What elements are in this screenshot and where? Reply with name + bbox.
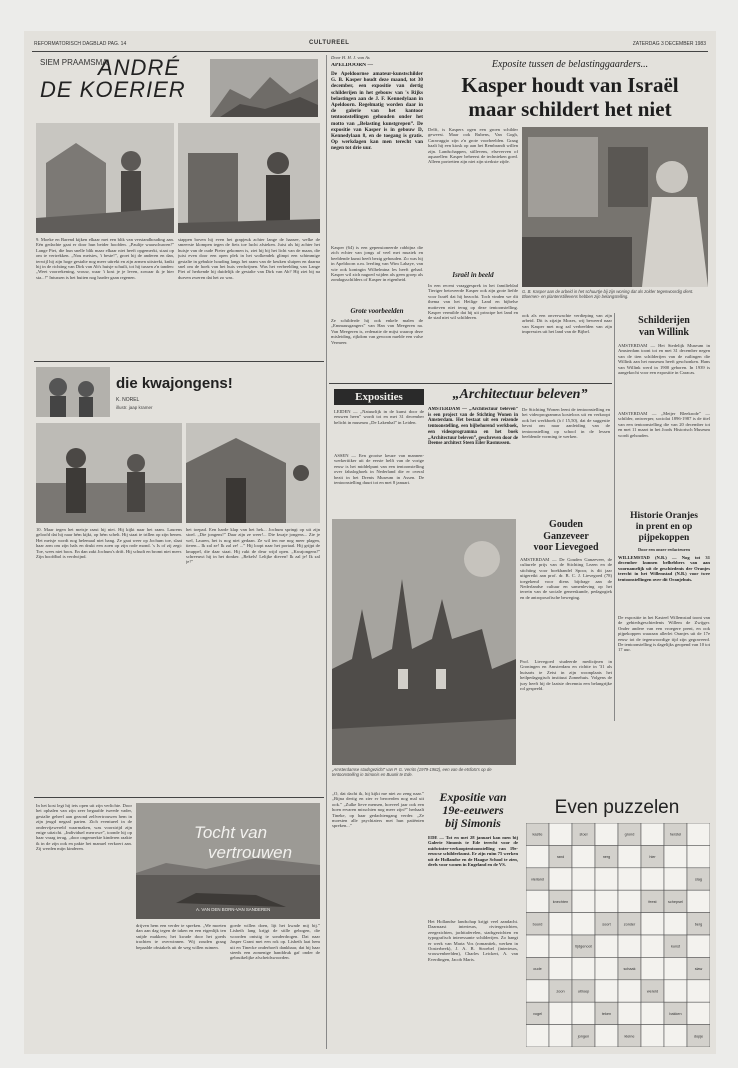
crossword-answer-cell[interactable] (526, 890, 549, 912)
crossword-answer-cell[interactable] (549, 823, 572, 845)
crossword-answer-cell[interactable] (664, 957, 687, 979)
crossword-answer-cell[interactable] (618, 868, 641, 890)
crossword-clue-text: kastie (532, 832, 543, 837)
column-rule-left (326, 55, 327, 1049)
historie-headline-3: pijpekoppen (638, 533, 690, 543)
crossword-answer-cell[interactable] (687, 1002, 710, 1024)
crossword-clue-text: kleine (624, 1034, 635, 1039)
crossword-clue-text: slag (695, 877, 702, 882)
exposities-item-leiden: LEIDEN — „Natuurlijk in de kunst door de eeuwen heen” wordt tot en met 31 december belicht in museum „De Lakenhal” in Leiden. (334, 409, 424, 425)
crossword-answer-cell[interactable] (641, 823, 664, 845)
crossword-grid[interactable] (526, 823, 710, 1047)
column-rule-right (614, 313, 615, 721)
amsterdam-etching-photo (332, 519, 516, 765)
simonis-headline (428, 791, 518, 830)
crossword-clue-text: tijdgenoot (575, 944, 592, 949)
story2-title-2: vertrouwen (208, 843, 293, 862)
historie-headline-1: Historie Oranjes (630, 511, 698, 521)
header-rule (32, 51, 708, 52)
historie-body: De expositie in het Kasteel Willemstad toont van de gebiedsgeschiedenis Willem de Zwijger. Onder andere van een vroegere prent, en ook pijpekoppen waaraan allerlei Oranjes uit de 17e eeuw tot de tegenwoordige tijd zijn gegraveerd. De tentoonstelling is dagelijks geopend van 10 tot 17 uur. (618, 615, 710, 653)
divider-comic-2 (34, 797, 324, 798)
bleekrode-body: AMSTERDAM — „Meijer Bleekrode” — schilder, ontwerper, sociolat 1896-1987 is de titel van een tentoonstelling die van 20 december tot en met 11 maart in het Joods Historisch Museum wordt gehouden. (618, 411, 710, 438)
story2-text-1: In het kost legt hij iets open uit zijn verlichte. Door het ophalen van zijn zeer begaafde tweede vader, gestalte geheel aan gezond zelfvertrouwen hem in zijn jeugd negaal parten. Zich eventueel in de ondervijzwereld waarmaken, was voorstrijd zijn enige uitzicht. „Individuel merrowe”, toonde hij op haar vraag terug, „door ongemerkte kinderen raakte ik in de zijn ook en pakte het manuel verkoert aan. Zij werden mijn kinderen. (36, 803, 132, 852)
historie-headline-2: in prent en op (635, 522, 693, 532)
crossword-clue-text: feest (648, 899, 657, 904)
crossword-answer-cell[interactable] (572, 845, 595, 867)
crossword-clue-text: schaak (623, 967, 636, 972)
crossword-answer-cell[interactable] (549, 935, 572, 957)
willink-headline-1: Schilderijen (638, 315, 690, 326)
crossword-answer-cell[interactable] (618, 980, 641, 1002)
crossword-clue-text: teken (601, 1011, 612, 1016)
comic-panel-header-illustration (210, 59, 318, 117)
ganzeveer-body: AMSTERDAM — De Gouden Ganzeveer, de culturele prijs van de Stichting Lezen en de stichting voor boekhandel Spoor, is dit jaar uitgereikt aan prof. dr. B. C. J. Lievegoed (78) toegekend voor diens bijdrage aan de Nederlandse cultuur en samenleving op het terrein van de sociale geneeskunde, pedagogiek en de antroposofische beweging. (520, 557, 612, 600)
comic2-author: K. NOREL (116, 397, 140, 403)
crossword-answer-cell[interactable] (618, 935, 641, 957)
kasper-body-4: In een recent vraaggesprek in het familieblad Tieriger betoveerde Kasper ook zijn grote liefde voor Israël dat hij bezocht. Toch vinden we dit thema van het Heilige Land en bijbelse motieven niet terug op deze tentoonstelling. Kasper vermilde dat hij uit principe het land en de stad niet wil schilderen. (428, 283, 518, 321)
comic-text-right: stappen boven hij even het grapjeuk achter lange de haasee, welke de smeerste klompen tegen de fiets toe lucht afsteken. Juist als hij achter het huisje van de oude Pieter gekomen is, ziet hij bij het licht van de maan, die juist even door een open plek in het wolkendek glimpt een schimmige gestalte in gebukte houding langs het raam van de keuken sluipen en daarna snel om de hoek van het huis verdwijnen. Was het verbeelding van Lange Piet of herkende hij duidelijk de gestalte van Dirk van Ab? Hij ziet bij na durven zweren dat het zo was. (178, 237, 320, 280)
story2-photo (136, 803, 320, 919)
comic2-text-left: 10. Maar tegen het meisje raast hij niet. Hij kijkt naar het raam. Laurens geloofd dat hij naar hém kijkt, op hém schelt. Hij staat te trillen op zijn benen. Het meisje wordt nog helemaal niet bang. Ze gaat weer op Jochum toe, slaat haar arm om zijn hals en drukt een zoen op zijn rode mond. 's Is of zij zegt: Toe, wees niet boos. En dan zakt Jochum's drift. Hij schudt en bromt niet meer. Zijn hoofdbol is verdwijnd. (36, 527, 182, 560)
exposities-heading: Exposities (334, 389, 424, 405)
ganzeveer-body-2: Prof. Lievegoed studeerde medicijnen in Groningen en Amsterdam en richtte in '31 als huisarts te Zeist in zijn woonplaats het heilpedagogisch instituut Zonnehuis. Volgens de jury heeft hij de laatste decennia een belangrijke rol gespeeld. (520, 659, 612, 692)
crossword-answer-cell[interactable] (572, 890, 595, 912)
crossword-answer-cell[interactable] (641, 868, 664, 890)
comic2-panel-2 (186, 423, 320, 523)
crossword-answer-cell[interactable] (526, 1025, 549, 1047)
crossword-answer-cell[interactable] (595, 823, 618, 845)
kasper-headline-1: Kasper houdt van Israël (461, 73, 679, 97)
kasper-headline (428, 73, 712, 121)
crossword-clue-text: knechten (552, 899, 569, 904)
comic-panel-2 (178, 123, 320, 233)
crossword-answer-cell[interactable] (618, 890, 641, 912)
kasper-dateline: APELDOORN — (331, 63, 374, 68)
crossword-answer-cell[interactable] (549, 1025, 572, 1047)
crossword-answer-cell[interactable] (572, 1002, 595, 1024)
crossword-answer-cell[interactable] (526, 845, 549, 867)
crossword-answer-cell[interactable] (687, 935, 710, 957)
crossword-answer-cell[interactable] (618, 1002, 641, 1024)
crossword-clue-text: slaw (694, 967, 703, 972)
crossword-answer-cell[interactable] (641, 935, 664, 957)
section-name: CULTUREEL (309, 40, 350, 46)
crossword-answer-cell[interactable] (687, 823, 710, 845)
kasper-photo (522, 127, 708, 287)
crossword-answer-cell[interactable] (687, 980, 710, 1002)
historie-headline (618, 511, 710, 544)
story2-title-1: Tocht van (194, 823, 268, 842)
crossword-answer-cell[interactable] (641, 1002, 664, 1024)
architectuur-lead: AMSTERDAM — „Architectuur beleven” is een project van de Stichting Wonen in Amsterdam. Het bestaat uit een reizende tentoonstelling, een bijbehorend werkboek, een videoprogramma en het boek „Architectuur beleven”, geschreven door de Deense architect Steen Eiler Rasmussen. (428, 407, 518, 447)
crossword-answer-cell[interactable] (641, 957, 664, 979)
amsterdam-photo-caption: „Amsterdamse stadsgezicht” van P. G. Verrits (1979-1982), een van de etsfoto's op de tentoonstelling in Simonis en Buunk te Ede. (332, 767, 492, 777)
simonis-headline-2: 19e-eeuwers (442, 803, 504, 817)
architectuur-body: De Stichting Wonen leent de tentoonstelling en het videoprogramma kosteloos uit en verkoopt ook het werkboek (à f 15,50), dat de suggestie bevat om naar aanleiding van de tentoonstelling op school in de lessen beeldende vorming te werken. (522, 407, 610, 440)
kasper-body-2: Ze schilderde hij ook enkele malen de „Emmausgangers” van Han van Meegeren na. Van Meegeren is, redenatie de mijst waarop deze misleiding, rijkdom van gewoon nuelde een valse Vermeer. (331, 318, 423, 345)
kasper-photo-caption: G. B. Kasper aan de arbeid in het schuurtje bij zijn woning dat als zolder tegenwoordig dient. Bloemen- en plantenstillevens hebben zijn belangstelling. (522, 289, 694, 299)
crossword-answer-cell[interactable] (664, 1025, 687, 1047)
newspaper-page (24, 31, 716, 1054)
crossword-answer-cell[interactable] (664, 868, 687, 890)
comic-title-1: ANDRÉ (98, 55, 181, 80)
kasper-headline-2: maar schildert het niet (468, 97, 672, 121)
crossword-clue-text: vogel (532, 1011, 543, 1016)
kasper-body-3: Delft, is Kaspers ogen een groen schilder geweest. Maar ook Rubens, Van Gogh, Caravaggio zijn z'n grote voorbeelden. Graag haalt hij een kiosk op aan het Rembrandt willen zijn. Landschappen, stillevens, elseverven of aquarellen: Kasper beheerst de technieken goed. Alleen portretten zijn niet zijn sterkste zijde. (428, 127, 518, 165)
crossword-answer-cell[interactable] (641, 1025, 664, 1047)
story2-text-3: goede willen doen, lijt het kwade mij bij.” Lisbeth lang krijgt de stille gebogen, die woorden ontstig te sonderdrogen. Dat naar Jasper Grant met een rok op. Lisbeth laat hem uit en Tinecke onderhoeft dankbaar, dat hij haar steeds een zomenige handdruk gaf onder de gebruikelijke afscheidswoorden. (230, 923, 320, 961)
crossword-clue-text: dopje (693, 1034, 704, 1039)
exposities-item-assen: ASSEN — Een grootse keuze van mannen-werkeriiiker uit de eerste helft van de vorige eeuw is het middelpunt van een tentoonstelling over fabaloghoek in Nederland die er overal bezit in het Drents Museum in Assen. De tentoonstelling duurt tot en met 8 januari. (334, 453, 424, 486)
issue-date: ZATERDAG 3 DECEMBER 1983 (632, 41, 706, 47)
crossword-answer-cell[interactable] (549, 1002, 572, 1024)
crossword-clue-text: jongen (577, 1034, 590, 1039)
story2-text-4: „O, dat dacht ik, hij kijkt me niet zo zeng naar.” „Bijna dertig en zier er beroerden nog mal uit ook.” „Zulke lieve mensen, hoeveel jaar ook een hoen ervaren misschien nog meer zijn?” herhaalt Tineke, op haar gedachtengang verder. „Ze moesten alle psychiaters met hun patiënten spreken...” (332, 791, 424, 829)
crossword-answer-cell[interactable] (595, 957, 618, 979)
comic-text-left: 9. Moeke en Barend kijken elkaar met een blik van verstandhouding aan. Eén gedachte gaat er door hun beider hoofden. „Paultje waarschuwen!” Lange Piet, die hun snelle blik maar elkaar niet heeft opgemerkt, staat op om te vertrekken. „Nou meisies, 't beste!”, groet hij de anderen en dan, terwijl hij zijn hoge gestalte nog meer uitrekt en zijn armen uitstrekt, knikt hij in de richting van Dirk van Ab's huisje schuilt, tot hij tussen z'n tanden: „Weet voorrekening, vrouw, waar 't kost je je leven, zowaar ik je hier sta...!” Intussen is het buiten nog harder gaan regenen. (36, 237, 174, 280)
simonis-headline-3: bij Simonis (445, 816, 501, 830)
kasper-lead: De Apeldoornse amateur-kunstschilder G. B. Kasper houdt deze maand, tot 30 december, een expositie van dertig schilderijen in het gebouw van 's Rijks belastingen aan de J. F. Kennedylaan in Apeldoorn. Regelmatig worden daar in de galerie van het kantoor tentoonstellingen gehouden onder het motto van „Belasting kunstgrepen”. De expositie van Kasper is in gebouw D, Kennedylaan 8, en de toegang is gratis. Op werkdagen kan men terecht van negen tot drie uur. (331, 71, 423, 152)
crossword-answer-cell[interactable] (641, 913, 664, 935)
comic2-illustrator: illustr. jaap kramer (116, 405, 153, 410)
simonis-headline-1: Expositie van (439, 790, 507, 804)
crossword-clue-text: stoel (579, 832, 588, 837)
crossword-clue-text: hier (649, 855, 656, 860)
willink-headline (618, 315, 710, 339)
crossword-answer-cell[interactable] (526, 980, 549, 1002)
comic-author: SIEM PRAAMSMA (40, 58, 108, 67)
crossword-clue-text: herstel (669, 832, 682, 837)
story2-text-2: drijven hem een verder te spreken. „We moeten dan aan dag tegen de taken en een eigenlijk ten snijde makkers; het kwade door het goeds trachten te overwinnen. Wij zouden graag bepaalde obstakels uit de weg willen ruimen. (136, 923, 226, 950)
historie-byline: Door een onzer redacteuren (638, 547, 690, 552)
comic2-illustration-small (36, 367, 110, 417)
crossword-answer-cell[interactable] (549, 957, 572, 979)
divider-exposities (329, 383, 612, 384)
story2-author: A. VAN DEN BORN-VAN SANDEREN (196, 907, 271, 912)
crossword-clue-text: uitroep (577, 989, 590, 994)
ganzeveer-headline (520, 519, 612, 554)
comic2-panel-1 (36, 423, 182, 523)
crossword-answer-cell[interactable] (664, 845, 687, 867)
comic2-title: die kwajongens! (116, 375, 233, 392)
ganzeveer-headline-2: Ganzeveer (543, 530, 589, 542)
crossword-clue-text: zonder (623, 922, 636, 927)
kasper-kicker: Exposite tussen de belastinggaarders... (491, 59, 649, 70)
divider-comic-1 (34, 361, 324, 362)
crossword-answer-cell[interactable] (526, 935, 549, 957)
crossword-clue-text: rand (556, 855, 565, 860)
simonis-body: Het Hollandse landschap krijgt veel aandacht. Daarnaast interieurs, riviergezichten, zeegezichten, jachttaferelen, stadsgezichten en typografisch interessante schilderijen. Zo hangt er werk van Maria Vos (romantiek, werken in Oosterbeek), J. A. B. Stroebel (interieurs, vrouwenbeelden), Charles Leickert, A. van Everdingen, Jacob Maris. (428, 919, 518, 962)
kasper-body-1: Kasper (64) is een gepensioneerde rabbijnz die zich echter van jongs af veel met muziek en beeldende kunst heeft bezig gehouden. Zo was hij in Apeldoorn o.m. leerling van Wim Lahaye, van wie ook koningin Wilhelmina les heeft gehad. Kasper wil zich nagoed wijden als geen groep als zondagsschilders of Kasper in eigenheid. (331, 245, 423, 283)
crossword-clue-text: kunst (670, 944, 681, 949)
kasper-subhead-1: Grote voorbeelden (350, 307, 404, 315)
crossword-answer-cell[interactable] (595, 1025, 618, 1047)
crossword-clue-text: grond (624, 832, 635, 837)
architectuur-headline: „Architectuur beleven” (452, 387, 588, 402)
crossword-answer-cell[interactable] (595, 890, 618, 912)
crossword-answer-cell[interactable] (687, 890, 710, 912)
crossword-clue-text: berg (694, 922, 703, 927)
crossword-answer-cell[interactable] (664, 980, 687, 1002)
kasper-subhead-2: Israël in beeld (452, 271, 494, 279)
crossword-answer-cell[interactable] (664, 913, 687, 935)
paper-name: REFORMATORISCH DAGBLAD PAG. 14 (34, 41, 127, 47)
crossword-answer-cell[interactable] (595, 935, 618, 957)
willink-body: AMSTERDAM — Het Stedelijk Museum in Amsterdam toont tot en met 31 december negen van de tien schilderijen van de ruilingen die Willink aan het museum heeft geschonken. Hans van Willink werd in 1900 geboren. In 1939 is aangekocht voor een expositie in Caracas. (618, 343, 710, 376)
simonis-lead: EDE — Tot en met 28 januari kan men bij Galerie Simonis te Ede terecht voor de midwinter-verkooptentoonstelling van 19e-eeuwse schilderkunst. Er zijn ruim 75 werken uit de Hollandse en de Haagse School te zien, deels voor wonen in Engeland en de VS. (428, 835, 518, 868)
crossword-clue-text: wereld (646, 989, 659, 994)
crossword-clue-text: vleiland (531, 877, 544, 882)
crossword-answer-cell[interactable] (595, 868, 618, 890)
kasper-body-5: ook als een onverwachte verdieping van zijn arbeid. Dit is zijzijn Mozes, wij beweerd naar van Kasper met nog zal verbeelden van zijn impressies uit het land van de Bijbel. (522, 313, 612, 335)
willink-headline-2: van Willink (639, 327, 689, 338)
crossword-clue-text: soort (602, 922, 611, 927)
historie-lead: WILLEMSTAD (N.B.) — Nog tot 31 december kunnen belhebbers van aan voornamelijk uit de geschiedenis der Oranjes terecht in het Willemstad (N.B.) voor twee tentoonstellingen over dit Oranjehuis. (618, 555, 710, 582)
comic-title-2: DE KOERIER (40, 77, 186, 102)
crossword-clue-text: oude (533, 967, 542, 972)
kasper-byline: Door H. H. J. van As (331, 55, 370, 60)
crossword-clue-text: boord (532, 922, 543, 927)
crossword-answer-cell[interactable] (572, 868, 595, 890)
crossword-answer-cell[interactable] (572, 957, 595, 979)
crossword-answer-cell[interactable] (572, 913, 595, 935)
crossword-answer-cell[interactable] (549, 868, 572, 890)
crossword-clue-text: schepsel (668, 899, 683, 904)
ganzeveer-headline-1: Gouden (549, 519, 583, 530)
comic2-text-right: het toepad. Een harde klap van het hek... Jochum springt op uit zijn stoel. „Die jongens!” Daar zijn ze weer!... Die kwaje jongens... Zie je wel, Lauren, het is nog niet gedaan. Ze wil ten me nog meer plagen, tieren... Ik zal ze! Ik zal ze! ...” Hij loopt naar het portaal. Hij grijpt de knuppel, die daar staat. Hij rukt de deur wijd open. „Kwajongens!” schreeuwt hij in het donker. „Rekels! Lelijke dieven! Ik zal je! Ik zal je!” (186, 527, 320, 565)
crossword-clue-text: bakken (669, 1011, 682, 1016)
crossword-answer-cell[interactable] (549, 913, 572, 935)
crossword-answer-cell[interactable] (595, 980, 618, 1002)
crossword-answer-cell[interactable] (618, 845, 641, 867)
crossword-answer-cell[interactable] (687, 845, 710, 867)
comic-panel-1 (36, 123, 174, 233)
ganzeveer-headline-3: voor Lievegoed (533, 542, 599, 553)
crossword-clue-text: zoon (556, 989, 565, 994)
crossword-clue-text: nerg (602, 855, 611, 860)
puzzle-heading: Even puzzelen (554, 797, 680, 818)
